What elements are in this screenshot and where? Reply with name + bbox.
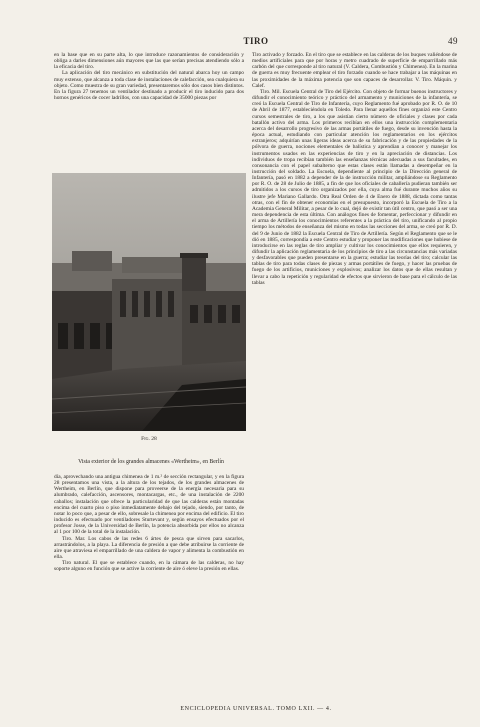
figure-number: Fig. 28	[141, 436, 157, 442]
figure-caption: Vista exterior de los grandes almacenes «Wertheim», en Berlín	[78, 459, 224, 465]
paragraph: en la base que en su parte alta, lo que introduce razonamientos de consideración y obliga a darles dimensiones aún mayores que las que serían precisas atendiendo sólo a la eficacia del tiro.	[54, 52, 244, 71]
figure-28	[52, 173, 246, 451]
page-footer: ENCICLOPEDIA UNIVERSAL. TOMO LXII. — 4.	[180, 706, 332, 712]
paragraph: Tiro natural. El que se establece cuando, en la cámara de las calderas, no hay soporte alguno en función que se active la corriente de aire ó eleve la presión en ellas.	[54, 560, 244, 573]
paragraph: Tiro. Mil. Escuela Central de Tiro del Ejército. Con objeto de formar buenos instructores y difundir el conocimiento teórico y práctico del armamento y municiones de la infantería, se creó la Escuela Central de Tiro de Infantería, cuyo Reglamento fué aprobado por R. O. de 10 de Abril de 1877, estableciéndola en Toledo. Para llenar aquellos fines organizó este Centro cursos semestrales de tiro, a los que asistían cierto número de oficiales y clases por cada batallón activo del arma. Los primeros recibían en ellos una instrucción complementaria acerca del desarrollo progresivo de las armas portátiles de fuego, desde su invención hasta la época actual, estudiando con particular atención los reglamentarios en los ejércitos extranjeros; adquirían unas ligeras ideas acerca de su fabricación y de las propiedades de la pólvora de guerra, nociones elementales de balística y aprendían a conocer y manejar los instrumentos usados en las experiencias de tiro y en la apreciación de distancias. Los individuos de tropa recibían también las enseñanzas técnicas adecuadas a sus facultades, en consonancia con el papel subalterno que estas clases están llamadas a desempeñar en la instrucción del soldado. La Escuela, dependiente al principio de la Dirección general de Infantería, pasó en 1882 a depender de la de instrucción militar, ampliándose su Reglamento por R. O. de 28 de Julio de 1885, a fin de que los oficiales de caballería pudieran también ser admitidos a los cursos de tiro organizados por ella, cuya alma fué durante muchos años su ilustre jefe Mariano Gallardo. Otra Real Orden de 4 de Enero de 1888, dictada como tantas otras, con el fin de obtener economías en el presupuesto, incorporó la Escuela de Tiro a la Academia General Militar, a pesar de lo cual, dejó de existir tan útil centro, que pasó a ser una mera dependencia de esta última. Con análogos fines de fomentar, perfeccionar y difundir en el arma de Artillería los conocimientos referentes a la práctica del tiro, unificando al propio tiempo los métodos de enseñanza del mismo en todas las secciones del arma, se creó por R. D. del 9 de Junio de 1882 la Escuela Central de Tiro de Artillería. Según el Reglamento que se le dió en 1885, correspondía a este Centro estudiar y proponer las modificaciones que hubiese de introducirse en las reglas de tiro ampliar y cultivar los conocimientos que ellos requieren, y difundir la aplicación reglamentaria de los principios de tiro a las circunstancias más variadas y desfavorables que pueden presentarse en la guerra; estudiar las teorías del tiro; calcular las tablas de tiro para todas clases de piezas y armas portátiles de fuego, y hacer las pruebas de fuego de los artificios, municiones y explosivos; analizar los datos que de ellas resultan y llevar a cabo la repetición y regularidad de efectos que sirvieron de base para el cálculo de las tablas	[252, 88, 457, 286]
paragraph: La aplicación del tiro mecánico en substitución del natural abarca hoy un campo muy extenso, que alcanza a toda clase de instalaciones de calefacción, sea cualquiera su objeto. Como muestra de su gran variedad, presentaremos sólo dos casos bien distintos. En la figura 27 tenemos un ventilador destinado a producir el tiro inducido para dos hornos genéricos de cocer ladrillos, con una capacidad de 35000 piezas por	[54, 70, 244, 102]
page-header	[54, 36, 458, 48]
paragraph: Tiro activado y forzado. En el tiro que se establece en las calderas de los buques valiéndose de medios artificiales para que por horas y metro cuadrado de superficie de emparrillado más carbón del que corresponde al tiro natural (V. Caldera, Combustión y Chimenea). En la marina de guerra es muy frecuente emplear el tiro forzado cuando se hace trabajar a las máquinas en las proximidades de la máxima potencia que son capaces de desarrollar. V. Tiro. Máquin. y Calef.	[252, 52, 457, 89]
running-title: TIRO	[243, 36, 269, 46]
rooftop-photo-illustration	[52, 173, 246, 431]
building-photograph	[52, 173, 246, 431]
column-top-left	[54, 52, 244, 170]
page-number: 49	[448, 36, 458, 46]
column-bottom-left	[54, 474, 244, 700]
column-right	[252, 52, 457, 700]
paragraph: Tiro. Mar. Los cabos de las redes 6 ártes de pesca que sirven para sacarlos, arrastrándolos, a la playa. La diferencia de presión a que debe atribuirse la corriente de aire que atraviesa el emparrillado de una caldera de vapor y alimenta la combustión en ella.	[54, 535, 244, 561]
paragraph: día, aprovechando una antigua chimenea de 1 m.² de sección rectangular, y en la figura 28 presentamos una vista, a la altura de los tejados, de los grandes almacenes de Wertheim, en Berlín, que dispone para proveerse de la energía necesaria para su alumbrado, calefacción, ascensores, montacargas, etc., de una instalación de 2200 caballos; instalación que ofrece la particularidad de que las calderas están montadas encima del cuarto piso o piso inmediatamente debajo del tejado, siendo, por tanto, de notar lo poco que, a pesar de ello, sobresale la chimenea por encima del edificio. El tiro inducido es efectuado por ventiladores Sturtevant y, según ensayos efectuados por el profesor Josse, de la Universidad de Berlín, la potencia absorbida por ellos no alcanza al 1 por 100 de la total de la instalación.	[54, 474, 244, 536]
